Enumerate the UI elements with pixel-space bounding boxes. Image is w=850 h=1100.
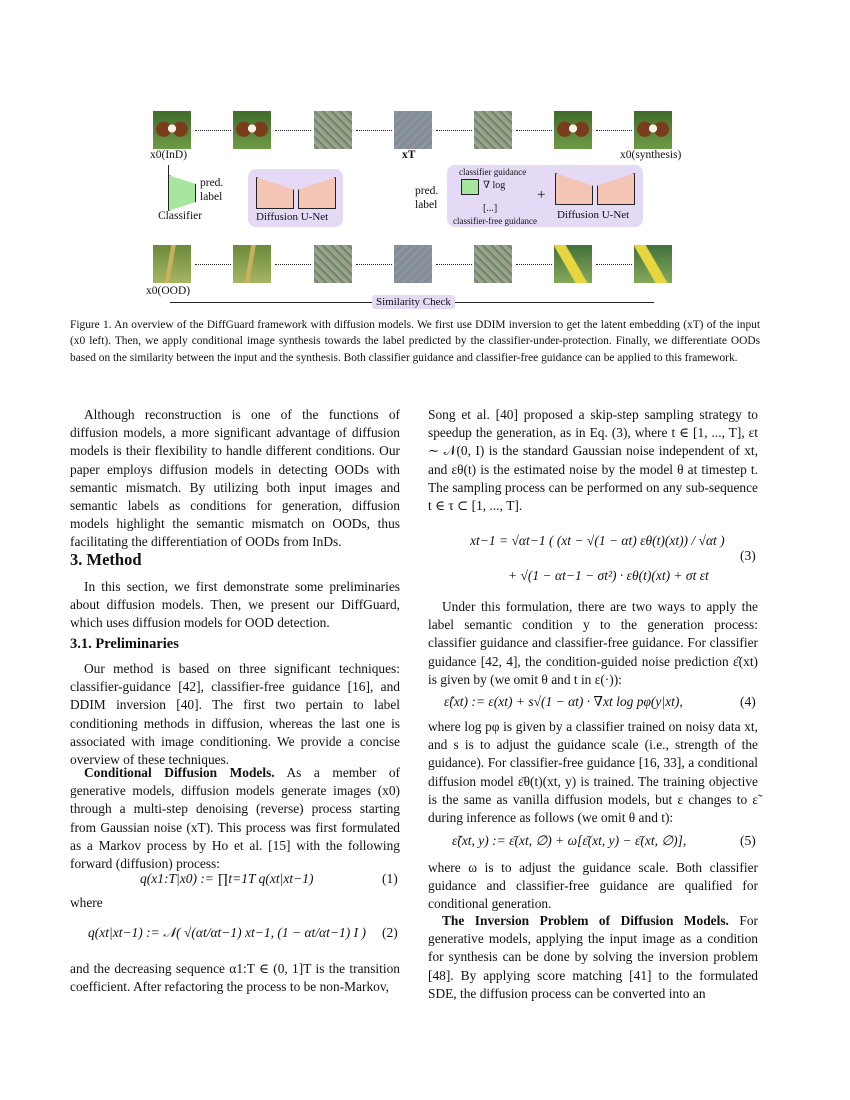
ind-step-image (233, 111, 271, 149)
right-para-4: where ω is to adjust the guidance scale. Both classifier guidance and classifier-free guidance are qualified for conditional generation. (428, 860, 758, 912)
ood-noisy-image-2 (474, 245, 512, 283)
label-x0-ood: x0(OOD) (146, 285, 191, 297)
right-para-3: where log pφ is given by a classifier trained on noisy data xt, and s is to adjust the guidance scale (i.e., strength of the guidance). For classifier-free guidance [16, 33], a conditional diffusion model ε̄θ(t)(xt, y) is trained. The training objective is the same as vanilla diffusion models, but ε changes to ε̃ during inference as follows (we omit θ and t): (428, 719, 758, 826)
label-classifier: Classifier (158, 210, 203, 222)
cdm-title: Conditional Diffusion Models. (84, 765, 275, 780)
ood-latent-image (394, 245, 432, 283)
equation-1: q(x1:T|x0) := ∏t=1T q(xt|xt−1) (140, 871, 314, 886)
figure-1 (140, 105, 710, 315)
classifier-shape (168, 175, 196, 211)
equation-2-number: (2) (382, 925, 398, 940)
equation-3-number: (3) (740, 548, 756, 563)
ind-noisy-image-1 (314, 111, 352, 149)
left-para-cdm (70, 764, 400, 873)
equation-3b: + √(1 − αt−1 − σt²) · εθ(t)(xt) + σt εt (508, 568, 709, 583)
equation-4: ε̂(xt) := ε(xt) + s√(1 − αt) · ∇xt log pφ(y|xt), (444, 694, 683, 709)
left-para-2: In this section, we first demonstrate some preliminaries about diffusion models. Then, we present our DiffGuard, which uses diffusion models for OOD detection. (70, 579, 400, 631)
label-grad-log: ∇ log (483, 180, 506, 191)
equation-5-number: (5) (740, 833, 756, 848)
guidance-box (447, 165, 643, 227)
equation-3a: xt−1 = √αt−1 ( (xt − √(1 − αt) εθ(t)(xt)) / √αt ) (470, 533, 725, 548)
left-para-1: Although reconstruction is one of the functions of diffusion models, a more significant advantage of diffusion models is their flexibility to handle different conditions. Our paper employs diffusion models in detecting OODs with semantic mismatch. By utilizing both input images and semantic labels as conditions for generation, diffusion models highlight the semantic mismatch on OODs, thus facilitating the differentiation of OODs from InDs. (70, 407, 400, 550)
input-ood-image (153, 245, 191, 283)
left-para-3: Our method is based on three significant techniques: classifier-guidance [42], classifier-free guidance [16], and DDIM inversion [40]. The first two pertain to label conditioning methods in diffusion, whereas the last one is associated with image conditioning. We provide a concise overview of these techniques. (70, 661, 400, 768)
unet-box-left (248, 169, 343, 227)
left-para-4: and the decreasing sequence α1:T ∈ (0, 1]T is the transition coefficient. After refactoring the process to be non-Markov, (70, 961, 400, 995)
ood-step-image (233, 245, 271, 283)
where-text: where (70, 895, 103, 910)
ind-noisy-image-2 (474, 111, 512, 149)
label-classifier-guidance: classifier guidance (459, 167, 527, 177)
label-ellipsis: [...] (483, 203, 498, 214)
synthesis-image (634, 111, 672, 149)
label-xt: xT (402, 149, 416, 161)
inversion-text: For generative models, applying the input image as a condition for synthesis can be done by solving the inversion problem [48]. By applying score matching [41] to the formulated SDE, the diffusion process can be converted into an (428, 913, 758, 1001)
equation-4-number: (4) (740, 694, 756, 709)
ood-noisy-image-1 (314, 245, 352, 283)
right-para-1: Song et al. [40] proposed a skip-step sampling strategy to speedup the generation, as in Eq. (3), where t ∈ [1, ..., T], εt ∼ 𝒩(0, I) is the standard Gaussian noise independent of xt, and εθ(t) is the estimated noise by the model θ at timestep t. The sampling process can be performed on any sub-sequence t ∈ τ ⊂ [1, ..., T]. (428, 407, 758, 514)
subsection-title-preliminaries: 3.1. Preliminaries (70, 636, 179, 652)
label-x0-ind: x0(InD) (150, 149, 188, 161)
equation-2: q(xt|xt−1) := 𝒩( √(αt/αt−1) xt−1, (1 − αt/αt−1) I ) (88, 925, 366, 940)
label-x0-synthesis: x0(synthesis) (620, 149, 682, 161)
input-ind-image (153, 111, 191, 149)
figure-caption: Figure 1. An overview of the DiffGuard framework with diffusion models. We first use DDIM inversion to get the latent embedding (xT) of the input (x0 left). Then, we apply conditional image synthesis towards the label predicted by the classifier-under-protection. Finally, we differentiate OODs based on the similarity between the input and the synthesis. Both classifier guidance and classifier-free guidance can be applied to this framework. (70, 319, 760, 364)
equation-1-number: (1) (382, 871, 398, 886)
label-classifier-free: classifier-free guidance (453, 216, 538, 226)
section-title-method: 3. Method (70, 550, 142, 569)
label-pred-2: label (200, 191, 223, 203)
right-para-inversion (428, 912, 758, 1003)
unet-label-right: Diffusion U-Net (557, 209, 630, 221)
ind-latent-image (394, 111, 432, 149)
ind-denoise-image (554, 111, 592, 149)
ood-synthesis-image (634, 245, 672, 283)
equation-5: ε̃(xt, y) := ε̄(xt, ∅) + ω[ε̄(xt, y) − ε̄(xt, ∅)], (452, 833, 687, 848)
inversion-title: The Inversion Problem of Diffusion Models. (442, 913, 729, 928)
label-plus: + (537, 187, 546, 203)
ood-denoise-image (554, 245, 592, 283)
label-pred-4: label (415, 199, 438, 211)
unet-label-left: Diffusion U-Net (256, 211, 329, 223)
cdm-text: As a member of generative models, diffusion models generate images (x0) through a multi-step denoising (reverse) process starting from Gaussian noise (xT). This process was first formulated as a Markov process by Ho et al. [15] with the following forward (diffusion) process: (70, 765, 401, 872)
similarity-check: Similarity Check (372, 295, 455, 309)
label-pred-1: pred. (200, 177, 224, 189)
right-para-2: Under this formulation, there are two ways to apply the label semantic condition y to the generation process: classifier guidance and classifier-free guidance. For classifier guidance [42, 4], the condition-guided noise prediction ε̂(xt) is given by (we omit θ and t in ε(·)): (428, 599, 758, 687)
label-pred-3: pred. (415, 185, 439, 197)
